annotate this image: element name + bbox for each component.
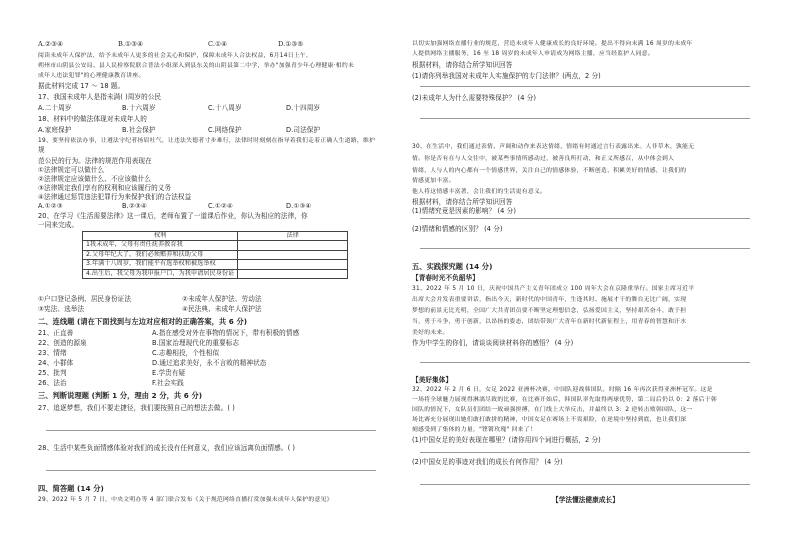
question-18: 18、材料中的做法体现对未成年人的 [38,115,147,123]
match-right-item[interactable]: F.社会实践 [152,379,184,387]
answer-line[interactable] [420,118,750,119]
option-d[interactable]: D.①③⑤ [278,40,304,48]
table-cell-law-input[interactable] [238,269,348,278]
question-19-line: 范公民的行为。法律的规范作用表现在 [38,157,152,165]
match-right-item[interactable]: E.学贵有疑 [152,369,186,377]
section-heading: 二、连线题 (请在下面找到与左边对应相对的正确答案，共 6 分) [38,317,248,326]
question-28: 28、生活中某些负面情感体验对我们的成长没有任何意义，我们应该远离负面情感。( ) [38,444,296,452]
law-option: ②未成年人保护法、劳动法 [182,295,262,303]
sub-question: (1)中国女足的美好表现在哪里？(请你用四个词进行概括，2 分) [412,436,601,444]
table-cell-right: 3.年满十八周岁，我们能平有选举权和被选举权 [83,260,238,269]
law-option: ④民法典、未成年人保护法 [182,305,262,313]
question-32-line: 32、2022 年 2 月 6 日，女足 2022 亚洲杯决赛，中国队迎战韩国队，时隔 16 年再次获得亚洲杯冠军。这是 [412,387,713,393]
answer-line[interactable] [420,362,750,363]
question-31-line: 梦想的前景无比光明，全国广大共青团员要不断坚定理想信念，弘扬爱国主义，坚持艰苦奋斗，敢于担 [412,308,687,314]
option-c[interactable]: C.十八周岁 [208,104,242,112]
sub-section-title: 【青春时光不负韶华】 [412,274,479,282]
sub-question: (2)中国女足的事迹对我们的成长有何作用？ (4 分) [412,458,563,466]
match-left-item[interactable]: 24、小群体 [38,359,74,367]
option-c[interactable]: C.①②④ [208,202,233,210]
q19-statement: ①法律规定可以做什么 [38,166,105,174]
option-d[interactable]: D.十四周岁 [286,104,321,112]
question-20-line: 20、在学习《生活需要法律》这一课后，老师布置了一道课后作业，你认为相应的法律，你 [38,212,308,220]
instruction-line: 据此材料完成 17 ～ 18 题。 [38,82,125,90]
sub-section-title: 【学法懂法健康成长】 [552,496,619,504]
passage-line: 朔州市山阴县公安局、县人民检察院联合普法小组深入到县东关的山阴县第二中学，举办"加强青少年心理健康·相约未 [38,63,355,69]
match-left-item[interactable]: 22、创造的源泉 [38,339,87,347]
match-right-item[interactable]: D.通过追求美好，永不言败的精神状态 [152,359,267,367]
table-cell-right: 2.父母年纪大了，我们必须赡养和扶助父母 [83,250,238,259]
match-left-item[interactable]: 26、法治 [38,379,67,387]
sub-question: (1)情绪究竟是因素的影响？ (4 分) [412,207,516,215]
match-left-item[interactable]: 25、批判 [38,369,67,377]
option-b[interactable]: B.十六周岁 [122,104,156,112]
match-right-item[interactable]: A.指在感受对外在事物的情况下，带有积极的情感 [152,329,300,337]
question-19-line: 19、要坚持依法办事，让遵法守纪者扬眉吐气，让违法失德者寸步难行，法律时时刻刻在指导着我们走着正确人生道路，维护 [38,138,376,144]
option-a[interactable]: A.家庭保护 [38,126,72,134]
option-d[interactable]: D.司法保护 [286,126,321,134]
q19-statement: ④法律通过惩罚违法犯罪行为来保护我们的合法权益 [38,193,192,201]
sub-section-title: 【美好集体】 [412,376,453,384]
match-left-item[interactable]: 21、正直善 [38,329,74,337]
sub-question: 作为中学生的你们，请谈谈阅读材料你的感悟？ (4 分) [412,339,574,347]
law-option: ①户口登记条例、居民身份证法 [38,295,132,303]
option-a[interactable]: A.①②③ [38,202,63,210]
table-header-row [83,232,348,241]
question-32-line: 国队的情况下，女队员们团结一致顽强拼搏，在门线上大举反击，并最终以 3：2 逆转击败韩国队，这一 [412,407,693,413]
q19-statement: ②法律规定应该做什么、不应该做什么 [38,175,152,183]
table-cell-law-input[interactable] [238,250,348,259]
question-30-line: 他人将这情感丰富著，会让我们的生活更有意义。 [412,189,547,195]
question-20-line: 一同来完成。 [38,221,79,229]
question-19-line: 规 [38,146,45,154]
left-column [38,0,394,550]
table-header-law: 法律 [238,232,348,241]
q19-statement: ③法律规定我们享有的权利和应该履行的义务 [38,184,172,192]
option-c[interactable]: C.①④ [208,40,228,48]
match-left-item[interactable]: 23、情绪 [38,349,67,357]
table-cell-law-input[interactable] [238,241,348,250]
table-cell-law-input[interactable] [238,260,348,269]
option-c[interactable]: C.网络保护 [208,126,242,134]
question-32-line: 场比赛充分展现出她们敢打敢拼的精神，中国女足在赛场上不畏艰险，在逆境中坚持到底，也让我们深 [412,417,687,423]
table-row [83,241,348,250]
table-header-rights: 权利 [83,232,238,241]
answer-line[interactable] [46,430,376,431]
question-30-line: 情。你是否有在与人交往中，被某些事情所感动过，被善良所打动，和正义所感召，从中体会到人 [412,156,675,162]
option-b[interactable]: B.①③④ [118,40,144,48]
question-31-line: 出席大会并发表重要讲话，指出今天，新时代的中国青年，生逢其时、施展才干的舞台无比广阔，实现 [412,297,687,303]
table-row [83,250,348,259]
question-32-line: 一场将全球魅力展现得淋漓尽致的比赛，在比赛开始后，韩国队率先取得两球优势，第二局后仍以 0：2 落后于韩 [412,397,717,403]
question-31-line: 美好的未来。 [412,330,449,336]
table-cell-right: 1我未成年，父母有责任抚养教育我 [83,241,238,250]
right-column [412,0,768,550]
answer-line[interactable] [420,484,750,485]
section-heading: 三、判断说理题 (判断 1 分，理由 2 分，共 6 分) [38,391,203,400]
option-b[interactable]: B.社会保护 [122,126,156,134]
option-a[interactable]: A.二十周岁 [38,104,72,112]
table-cell-right: 4.出生后，我父母为我申报户口，为我申请居民身份证 [83,269,238,278]
question-30-line: 30、在生活中，我们通过表情、声调和动作来表达情绪，情绪有时通过言行表露出来。人非草木，孰能无 [412,144,695,150]
passage-line: 以切实加强网络直播行业的规范，营造未成年人健康成长的良好环境。提出不得向未满 16 周岁的未成年 [412,41,693,47]
sub-question: (1)请你列举我国对未成年人实施保护的专门法律？(两点，2 分) [412,72,601,80]
answer-line[interactable] [420,86,750,87]
answer-line[interactable] [420,248,750,249]
law-option: ③宪法、选举法 [38,305,85,313]
rights-law-table [82,231,348,279]
passage-line: 阅读未成年人保护法，给予未成年人更多的社会关心和保护，保障未成年人合法权益，6月14日上午， [38,53,313,59]
instruction-line: 根据材料，请你结合所学知识回答 [412,61,513,69]
question-29-line: 29、2022 年 5 月 7 日，中央文明办等 4 部门联合发布《关于规范网络直播打赏加强未成年人保护的意见》 [38,497,333,503]
question-27: 27、追逐梦想，我们不要走捷径，我们要按照自己的想法去做。( ) [38,404,235,412]
instruction-line: 根据材料，请你结合所学知识回答 [412,198,513,206]
match-right-item[interactable]: C.志趣相投，个性相似 [152,349,220,357]
question-17: 17、我国未成年人是指未满( )周岁的公民 [38,93,162,101]
question-30-line: 情绪，人与人的内心都有一个情感世界，关注自己的情感体验，不断创造、积累美好的情感，让我们的 [412,168,687,174]
sub-question: (2)情绪和情感的区别？ (4 分) [412,225,503,233]
question-31-line: 31、2022 年 5 月 10 日，庆祝中国共产主义青年团成立 100 周年大会在京隆重举行。国家主席习近平 [412,286,695,292]
option-d[interactable]: D.①③④ [286,202,312,210]
answer-line[interactable] [420,218,750,219]
table-row [83,269,348,278]
question-31-line: 当，勇于斗争，勇于创新，以昂扬的姿态，团结带领广大青年在新时代新征程上，用青春的智慧和汗水 [412,319,687,325]
match-right-item[interactable]: B.国家治理现代化的重要标志 [152,339,240,347]
section-heading: 五、实践探究题 (14 分) [412,262,493,271]
table-row [83,260,348,269]
option-a[interactable]: A.②③④ [38,40,64,48]
section-heading: 四、简答题 (14 分) [38,484,104,493]
sub-question: (2)未成年人为什么需要特殊保护？ (4 分) [412,94,537,102]
option-b[interactable]: B.②③④ [122,202,147,210]
passage-line: 成年人违法犯罪"的心理健康教育讲座。 [38,73,145,79]
question-30-line: 情感更加丰富。 [412,178,455,184]
answer-line[interactable] [46,470,376,471]
question-32-line: 刻感受到了集体的力量，"铿锵玫瑰" 回来了！ [412,427,536,433]
passage-line: 人提供网络主播服务，16 至 18 周岁的未成年人申请成为网络主播，应当经监护人同意。 [412,51,654,57]
answer-line[interactable] [420,452,750,453]
